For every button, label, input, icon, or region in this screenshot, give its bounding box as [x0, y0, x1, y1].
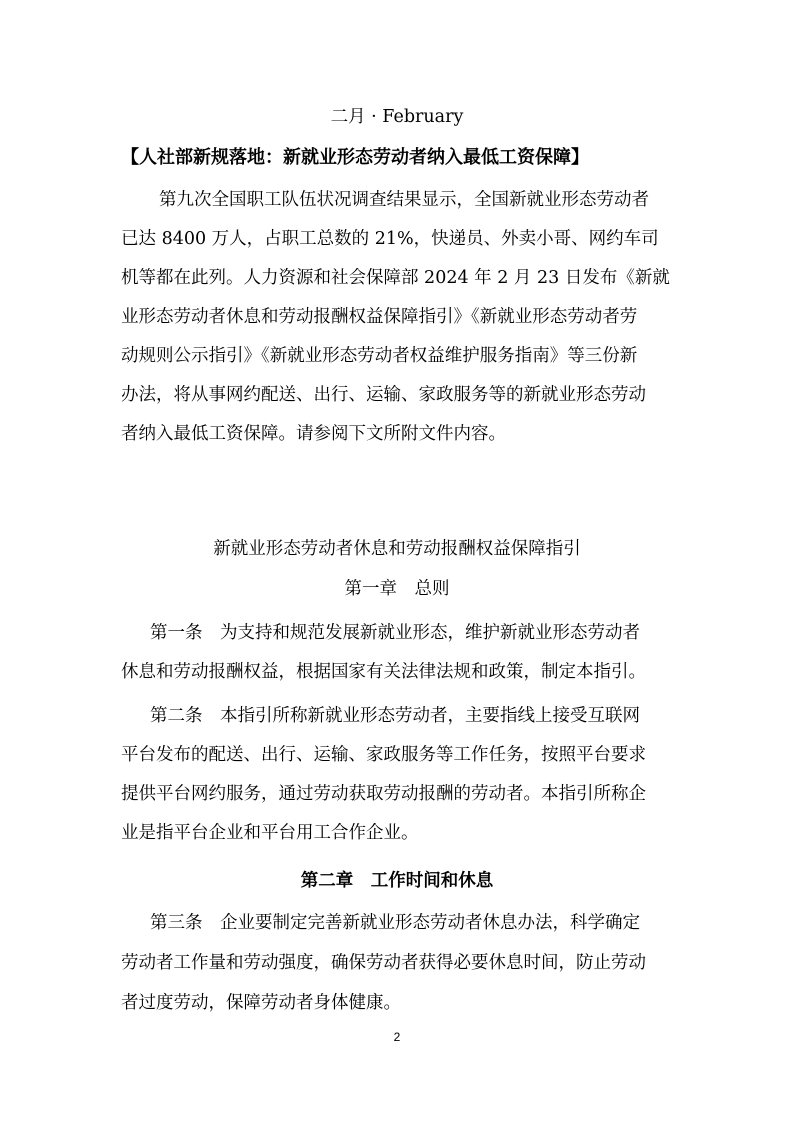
article-line: 者过度劳动，保障劳动者身体健康。 — [121, 993, 401, 1013]
article-line: 劳动者工作量和劳动强度，确保劳动者获得必要休息时间，防止劳动 — [121, 953, 646, 973]
intro-line: 已达 8400 万人，占职工总数的 21%，快递员、外卖小哥、网约车司 — [121, 229, 659, 249]
intro-line: 者纳入最低工资保障。请参阅下文所附文件内容。 — [121, 424, 506, 444]
article-line: 第一条 为支持和规范发展新就业形态，维护新就业形态劳动者 — [150, 623, 640, 643]
page-number: 2 — [393, 1030, 401, 1044]
intro-line: 动规则公示指引》《新就业形态劳动者权益维护服务指南》等三份新 — [121, 346, 638, 366]
article-line: 休息和劳动报酬权益，根据国家有关法律法规和政策，制定本指引。 — [121, 662, 646, 682]
month-title: 二月 · February — [330, 107, 464, 127]
intro-line: 办法，将从事网约配送、出行、运输、家政服务等的新就业形态劳动 — [121, 385, 646, 405]
news-headline: 【人社部新规落地：新就业形态劳动者纳入最低工资保障】 — [121, 147, 589, 168]
chapter-heading: 第二章 工作时间和休息 — [300, 871, 494, 891]
chapter-heading: 第一章 总则 — [344, 579, 450, 599]
article-line: 第二条 本指引所称新就业形态劳动者，主要指线上接受互联网 — [150, 706, 640, 726]
article-line: 平台发布的配送、出行、运输、家政服务等工作任务，按照平台要求 — [121, 745, 646, 765]
document-title: 新就业形态劳动者休息和劳动报酬权益保障指引 — [213, 539, 581, 559]
intro-line: 第九次全国职工队伍状况调查结果显示，全国新就业形态劳动者 — [159, 190, 649, 210]
intro-line: 机等都在此列。人力资源和社会保障部 2024 年 2 月 23 日发布《新就 — [121, 268, 670, 288]
article-line: 第三条 企业要制定完善新就业形态劳动者休息办法，科学确定 — [150, 913, 640, 933]
intro-line: 业形态劳动者休息和劳动报酬权益保障指引》《新就业形态劳动者劳 — [121, 307, 638, 327]
article-line: 提供平台网约服务，通过劳动获取劳动报酬的劳动者。本指引所称企 — [121, 784, 646, 804]
article-line: 业是指平台企业和平台用工合作企业。 — [121, 823, 419, 843]
